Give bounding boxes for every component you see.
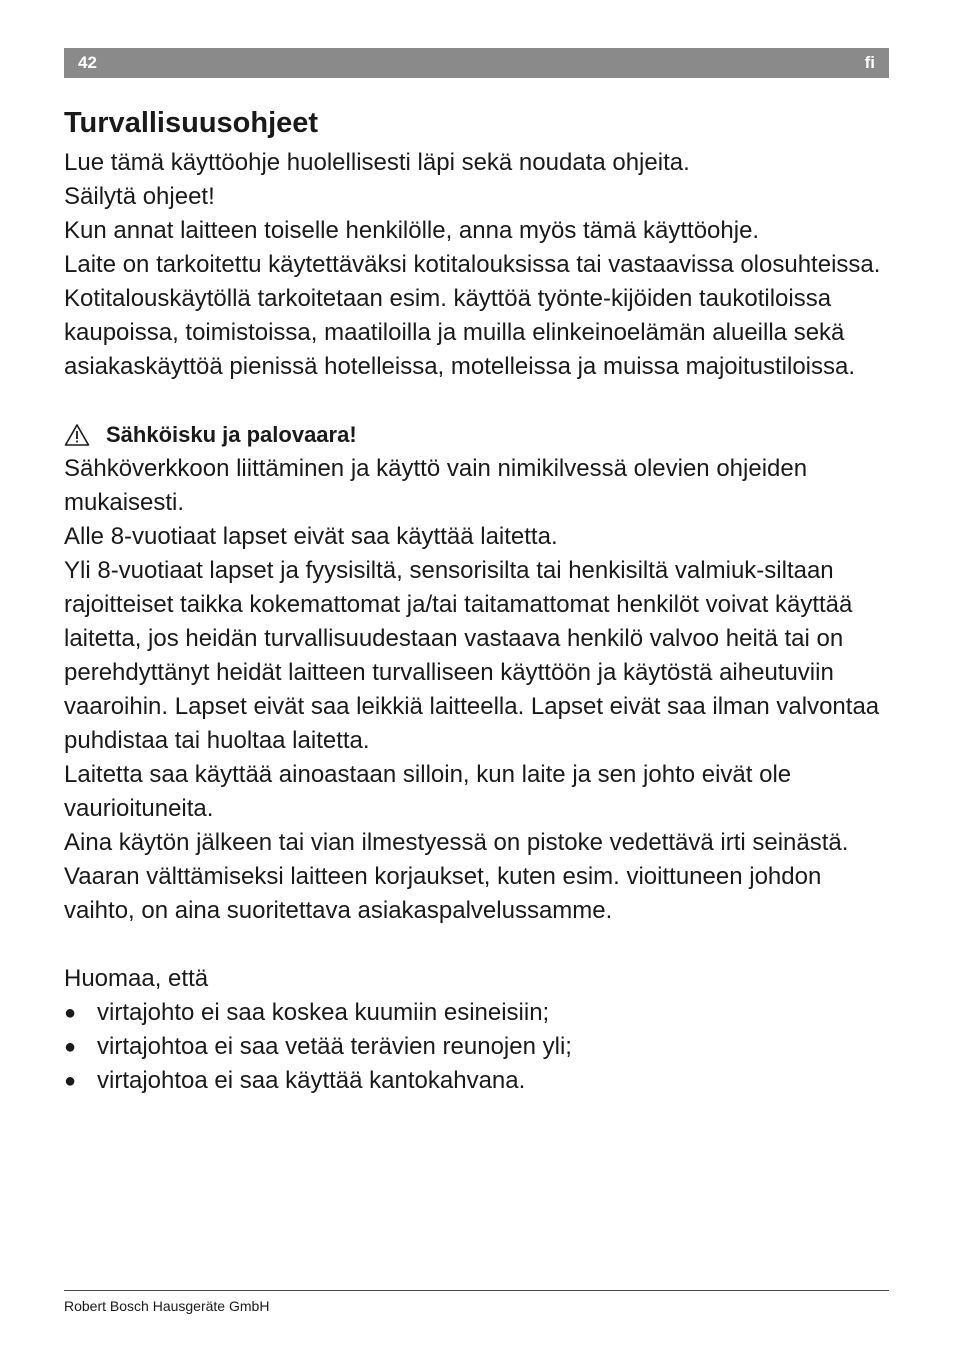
list-item <box>64 1064 894 1098</box>
intro-paragraph-4: Laite on tarkoitettu käytettäväksi kotitalouksissa tai vastaavissa olosuhteissa. Kotitalouskäytöllä tarkoitetaan esim. käyttöä työnte-kijöiden taukotiloissa kaupoissa, toimistoissa, maatiloilla ja muilla elinkeinoelämän alueilla sekä asiakaskäyttöä pienissä hotelleissa, motelleissa ja muissa majoitustiloissa. <box>64 251 881 380</box>
warning-paragraph-2: Alle 8-vuotiaat lapset eivät saa käyttää laitetta. <box>64 523 558 550</box>
intro-paragraph-3: Kun annat laitteen toiselle henkilölle, anna myös tämä käyttöohje. <box>64 217 760 244</box>
warning-paragraph-4: Laitetta saa käyttää ainoastaan silloin, kun laite ja sen johto eivät ole vaurioituneita. <box>64 761 792 822</box>
list-item-text: virtajohtoa ei saa käyttää kantokahvana. <box>97 1067 526 1094</box>
warning-triangle-icon <box>64 423 90 447</box>
note-list <box>64 996 894 1098</box>
list-item <box>64 996 894 1030</box>
warning-paragraph-1: Sähköverkkoon liittäminen ja käyttö vain nimikilvessä olevien ohjeiden mukaisesti. <box>64 455 808 516</box>
bullet-icon: ● <box>64 1070 77 1092</box>
warning-paragraph-6: Vaaran välttämiseksi laitteen korjaukset, kuten esim. vioittuneen johdon vaihto, on aina suoritettava asiakaspalvelussamme. <box>64 863 822 924</box>
bullet-icon: ● <box>64 1002 77 1024</box>
intro-paragraph-2: Säilytä ohjeet! <box>64 183 215 210</box>
warning-title: Sähköisku ja palovaara! <box>106 422 357 447</box>
note-lead: Huomaa, että <box>64 965 209 992</box>
footer-divider <box>64 1290 889 1291</box>
spacer <box>64 928 894 962</box>
warning-heading <box>64 418 894 452</box>
spacer <box>64 384 894 418</box>
main-content <box>64 104 894 1098</box>
warning-paragraph-3: Yli 8-vuotiaat lapset ja fyysisiltä, sensorisilta tai henkisiltä valmiuk-siltaan rajoitteiset taikka kokemattomat ja/tai taitamattomat henkilöt voivat käyttää laitetta, jos heidän turvallisuudestaan vastaava henkilö valvoo heitä tai on perehdyttänyt heidät laitteen turvalliseen käyttöön ja käytöstä aiheutuviin vaaroihin. Lapset eivät saa leikkiä laitteella. Lapset eivät saa ilman valvontaa puhdistaa tai huoltaa laitetta. <box>64 557 880 754</box>
intro-paragraph-1: Lue tämä käyttöohje huolellisesti läpi sekä noudata ohjeita. <box>64 149 690 176</box>
warning-paragraph-5: Aina käytön jälkeen tai vian ilmestyessä on pistoke vedettävä irti seinästä. <box>64 829 849 856</box>
list-item-text: virtajohtoa ei saa vetää terävien reunojen yli; <box>97 1033 572 1060</box>
bullet-icon: ● <box>64 1036 77 1058</box>
language-code: fi <box>864 53 875 72</box>
list-item <box>64 1030 894 1064</box>
footer-company: Robert Bosch Hausgeräte GmbH <box>64 1298 270 1314</box>
list-item-text: virtajohto ei saa koskea kuumiin esineisiin; <box>97 999 550 1026</box>
page-title: Turvallisuusohjeet <box>64 107 319 139</box>
page-number: 42 <box>78 53 97 72</box>
page-header-bar <box>64 48 889 78</box>
